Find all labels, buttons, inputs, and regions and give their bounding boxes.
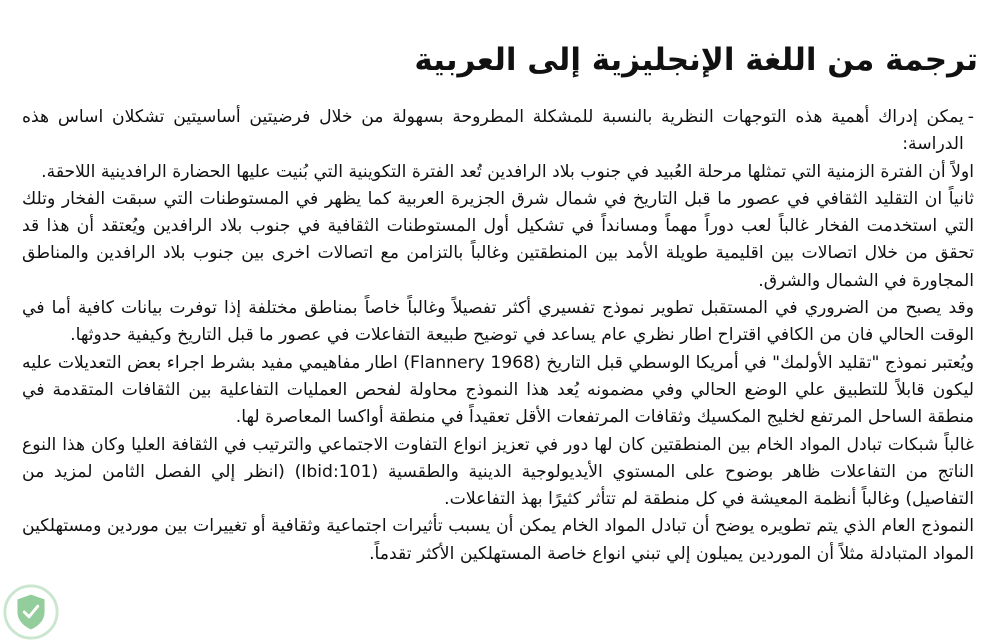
paragraph-6: غالباً شبكات تبادل المواد الخام بين المنطقتين كان لها دور في تعزيز انواع التفاوت الاجتماعي والترتيب في الثقافة العليا وكان هذا النوع الناتج من التفاعلات ظاهر بوضوح على المستوي الأيديولوجية الدينية والطقسية (Ibid:101) (انظر إلي الفصل الثامن لمزيد من التفاصيل) وغالباً أنظمة المعيشة في كل منطقة لم تتأثر كثيرًا بهذ التفاعلات. — [22, 434, 974, 510]
paragraph-5: ويُعتبر نموذج "تقليد الأولمك" في أمريكا الوسطي قبل التاريخ (Flannery 1968) اطار مفاهيمي مفيد بشرط اجراء بعض التعديلات عليه ليكون قابلاً للتطبيق علي الوضع الحالي وفي مضمونه يُعد هذا النموذج محاولة لفحص العمليات التفاعلية بين الثقافات المتقدمة في منطقة الساحل المرتفع لخليج المكسيك وثقافات المرتفعات الأقل تعقيداً في منطقة أواكسا المعاصرة لها. — [22, 352, 975, 428]
document-body — [22, 104, 974, 568]
bullet-dash: - — [967, 107, 974, 127]
paragraph-1-text: يمكن إدراك أهمية هذه التوجهات النظرية بالنسبة للمشكلة المطروحة بسهولة من خلال فرضيتين أساسيتين تشكلان اساس هذه الدراسة: — [22, 107, 964, 155]
paragraph-4: وقد يصبح من الضروري في المستقبل تطوير نموذج تفسيري أكثر تفصيلاً وغالباً خاصاً بمناطق مختلفة إذا توفرت بيانات كافية أما في الوقت الحالي فان من الكافي اقتراح اطار نظري عام يساعد في توضيح طبيعة التفاعلات في عصور ما قبل التاريخ وكيفية حدوثها. — [22, 298, 974, 346]
paragraph-2: اولاً أن الفترة الزمنية التي تمثلها مرحلة العُبيد في جنوب بلاد الرافدين تُعد الفترة التكوينية التي بُنيت عليها الحضارة الرافدينية اللاحقة. — [41, 161, 974, 182]
paragraph-1 — [22, 104, 974, 159]
shield-check-logo-icon — [2, 583, 60, 641]
page-title: ترجمة من اللغة الإنجليزية إلى العربية — [414, 42, 978, 78]
paragraph-3: ثانياً ان التقليد الثقافي في عصور ما قبل التاريخ في شمال شرق الجزيرة العربية كما يظهر في المستوطنات التي سبقت الفخار وتلك التي استخدمت الفخار غالباً لعب دوراً مهماً ومسانداً في تشكيل أول المستوطنات الثقافية في جنوب بلاد الرافدين ويُعتقد أن هذا قد تحقق من خلال اتصالات بين اقليمية طويلة الأمد بين المنطقتين وغالباً بالتزامن مع اتصالات اخرى بين جنوب بلاد الرافدين والمناطق المجاورة في الشمال والشرق. — [22, 188, 974, 291]
paragraph-7: النموذج العام الذي يتم تطويره يوضح أن تبادل المواد الخام يمكن أن يسبب تأثيرات اجتماعية وثقافية أو تغييرات بين موردين ومستهلكين المواد المتبادلة مثلاً أن الموردين يميلون إلي تبني انواع خاصة المستهلكين الأكثر تقدماً. — [22, 516, 974, 564]
